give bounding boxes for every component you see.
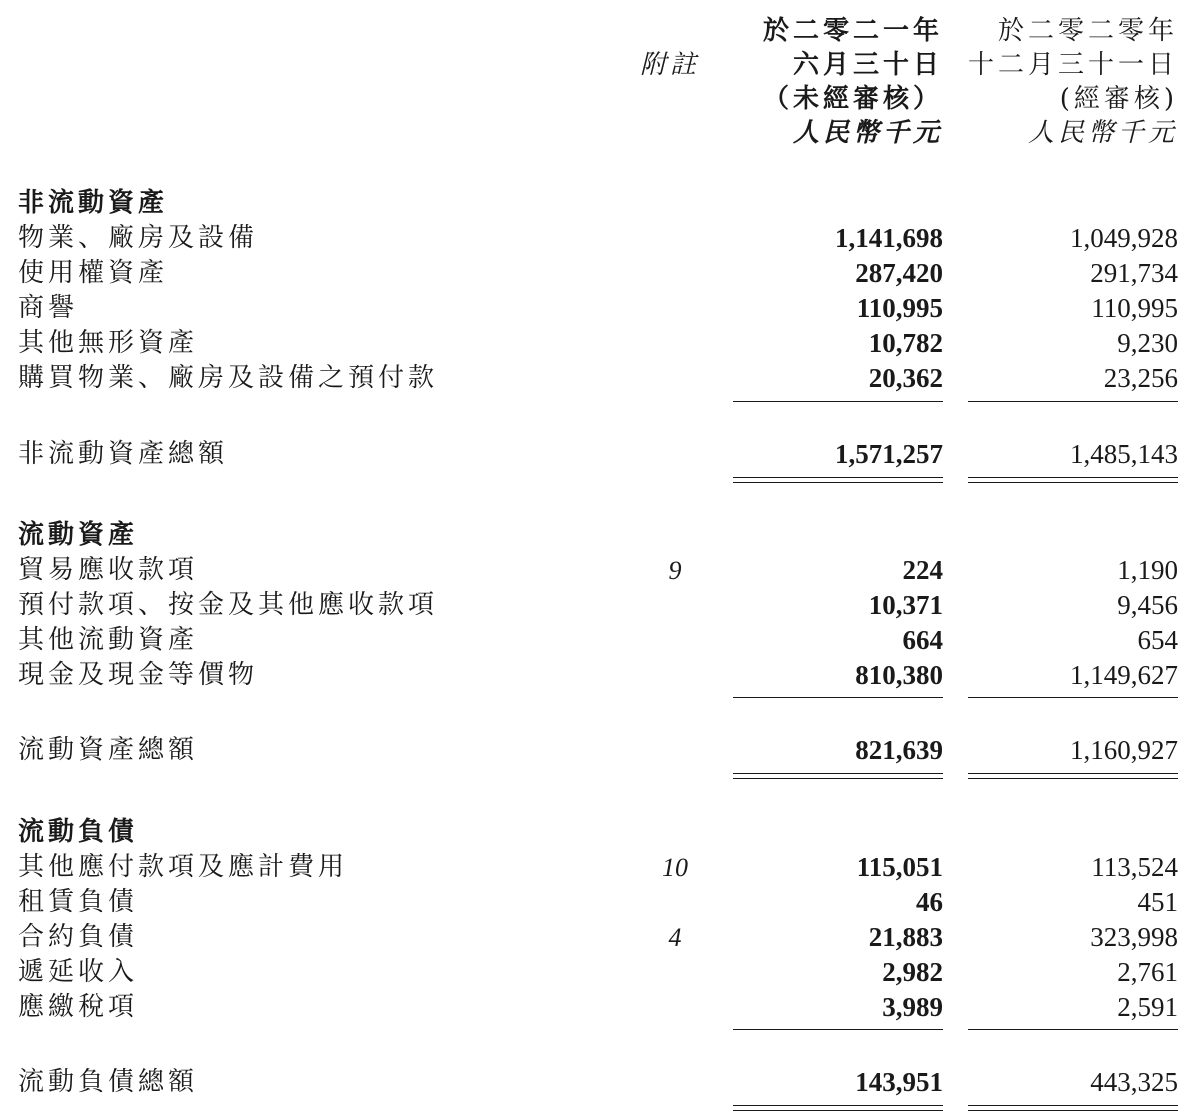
- col1-header-line2: 六月三十日: [792, 50, 943, 80]
- row-value-2020: 2,591: [1117, 992, 1178, 1022]
- section-current-assets: [0, 518, 1196, 553]
- row-value-2021: 115,051: [856, 852, 943, 882]
- total-value-2021: 143,951: [855, 1067, 943, 1097]
- double-rule-top: [968, 773, 1178, 774]
- row-label: 預付款項、按金及其他應收款項: [18, 590, 439, 620]
- col2-header-currency: 人民幣千元: [1027, 118, 1178, 148]
- double-rule-bottom: [968, 482, 1178, 483]
- row-value-2021: 287,420: [855, 258, 943, 288]
- note-column-header: 附註: [640, 50, 701, 80]
- row-value-2020: 23,256: [1103, 363, 1178, 393]
- row-value-2020: 2,761: [1117, 957, 1178, 987]
- double-rule-top: [968, 477, 1178, 478]
- row-value-2020: 291,734: [1090, 258, 1178, 288]
- double-rule-top: [733, 477, 943, 478]
- row-value-2021: 21,883: [868, 922, 943, 952]
- table-row: [0, 326, 1196, 361]
- double-rule-top: [733, 773, 943, 774]
- row-label: 其他應付款項及應計費用: [18, 852, 349, 882]
- double-rule-bottom: [733, 1110, 943, 1111]
- total-label: 流動資產總額: [18, 735, 199, 765]
- total-value-2020: 443,325: [1090, 1067, 1178, 1097]
- double-rule-bottom: [968, 778, 1178, 779]
- row-value-2020: 113,524: [1091, 852, 1178, 882]
- row-value-2021: 46: [916, 887, 943, 917]
- table-row: [0, 553, 1196, 588]
- total-row: [0, 1065, 1196, 1100]
- table-row: [0, 920, 1196, 955]
- row-label: 現金及現金等價物: [18, 660, 259, 690]
- row-value-2021: 110,995: [856, 293, 943, 323]
- row-value-2021: 810,380: [855, 660, 943, 690]
- total-value-2020: 1,160,927: [1070, 735, 1178, 765]
- row-value-2021: 10,782: [868, 328, 943, 358]
- double-rule-top: [968, 1105, 1178, 1106]
- section-title: 流動負債: [18, 817, 139, 847]
- row-label: 購買物業、廠房及設備之預付款: [18, 363, 439, 393]
- row-value-2020: 110,995: [1091, 293, 1178, 323]
- row-label: 其他無形資產: [18, 328, 199, 358]
- table-row: [0, 588, 1196, 623]
- total-row: [0, 733, 1196, 768]
- subtotal-rule: [733, 401, 943, 402]
- table-row: [0, 221, 1196, 256]
- row-value-2020: 451: [1137, 887, 1178, 917]
- section-non-current-assets: [0, 186, 1196, 221]
- double-rule-top: [733, 1105, 943, 1106]
- total-value-2020: 1,485,143: [1070, 439, 1178, 469]
- row-value-2020: 1,049,928: [1070, 223, 1178, 253]
- subtotal-rule: [733, 1029, 943, 1030]
- total-label: 非流動資產總額: [18, 439, 229, 469]
- double-rule-bottom: [733, 778, 943, 779]
- row-value-2020: 9,230: [1117, 328, 1178, 358]
- col2-header-line2: 十二月三十一日: [967, 50, 1178, 80]
- total-value-2021: 821,639: [855, 735, 943, 765]
- row-value-2021: 10,371: [868, 590, 943, 620]
- row-label: 使用權資產: [18, 258, 169, 288]
- row-note: 4: [668, 923, 682, 952]
- row-label: 貿易應收款項: [18, 555, 199, 585]
- row-value-2020: 1,149,627: [1070, 660, 1178, 690]
- row-label: 合約負債: [18, 922, 139, 952]
- row-note: 10: [662, 853, 688, 882]
- table-row: [0, 885, 1196, 920]
- col1-header-line3: （未經審核）: [762, 84, 943, 114]
- row-value-2020: 323,998: [1090, 922, 1178, 952]
- section-title: 非流動資產: [18, 188, 169, 218]
- row-note: 9: [668, 556, 682, 585]
- col2-header-line3: (經審核): [1059, 84, 1178, 114]
- col1-header-line1: 於二零二一年: [762, 16, 943, 46]
- row-value-2021: 20,362: [868, 363, 943, 393]
- row-label: 遞延收入: [18, 957, 139, 987]
- subtotal-rule: [968, 1029, 1178, 1030]
- row-value-2021: 664: [902, 625, 943, 655]
- section-title: 流動資產: [18, 520, 139, 550]
- table-row: [0, 623, 1196, 658]
- row-label: 租賃負債: [18, 887, 139, 917]
- subtotal-rule: [968, 697, 1178, 698]
- subtotal-rule: [968, 401, 1178, 402]
- row-value-2021: 1,141,698: [835, 223, 943, 253]
- col1-header-currency: 人民幣千元: [792, 118, 943, 148]
- table-row: [0, 658, 1196, 693]
- table-row: [0, 256, 1196, 291]
- table-row: [0, 361, 1196, 396]
- row-label: 物業、廠房及設備: [18, 223, 259, 253]
- row-value-2021: 3,989: [882, 992, 943, 1022]
- table-row: [0, 955, 1196, 990]
- table-row: [0, 990, 1196, 1025]
- table-row: [0, 291, 1196, 326]
- table-row: [0, 850, 1196, 885]
- section-current-liabilities: [0, 815, 1196, 850]
- row-label: 商譽: [18, 293, 79, 323]
- row-value-2021: 2,982: [882, 957, 943, 987]
- row-value-2020: 9,456: [1117, 590, 1178, 620]
- subtotal-rule: [733, 697, 943, 698]
- total-value-2021: 1,571,257: [835, 439, 943, 469]
- total-row: [0, 437, 1196, 472]
- col2-header-line1: 於二零二零年: [997, 16, 1178, 46]
- row-value-2021: 224: [902, 555, 943, 585]
- row-value-2020: 654: [1137, 625, 1178, 655]
- row-label: 其他流動資產: [18, 625, 199, 655]
- double-rule-bottom: [733, 482, 943, 483]
- double-rule-bottom: [968, 1110, 1178, 1111]
- total-label: 流動負債總額: [18, 1067, 199, 1097]
- row-label: 應繳稅項: [18, 992, 139, 1022]
- row-value-2020: 1,190: [1117, 555, 1178, 585]
